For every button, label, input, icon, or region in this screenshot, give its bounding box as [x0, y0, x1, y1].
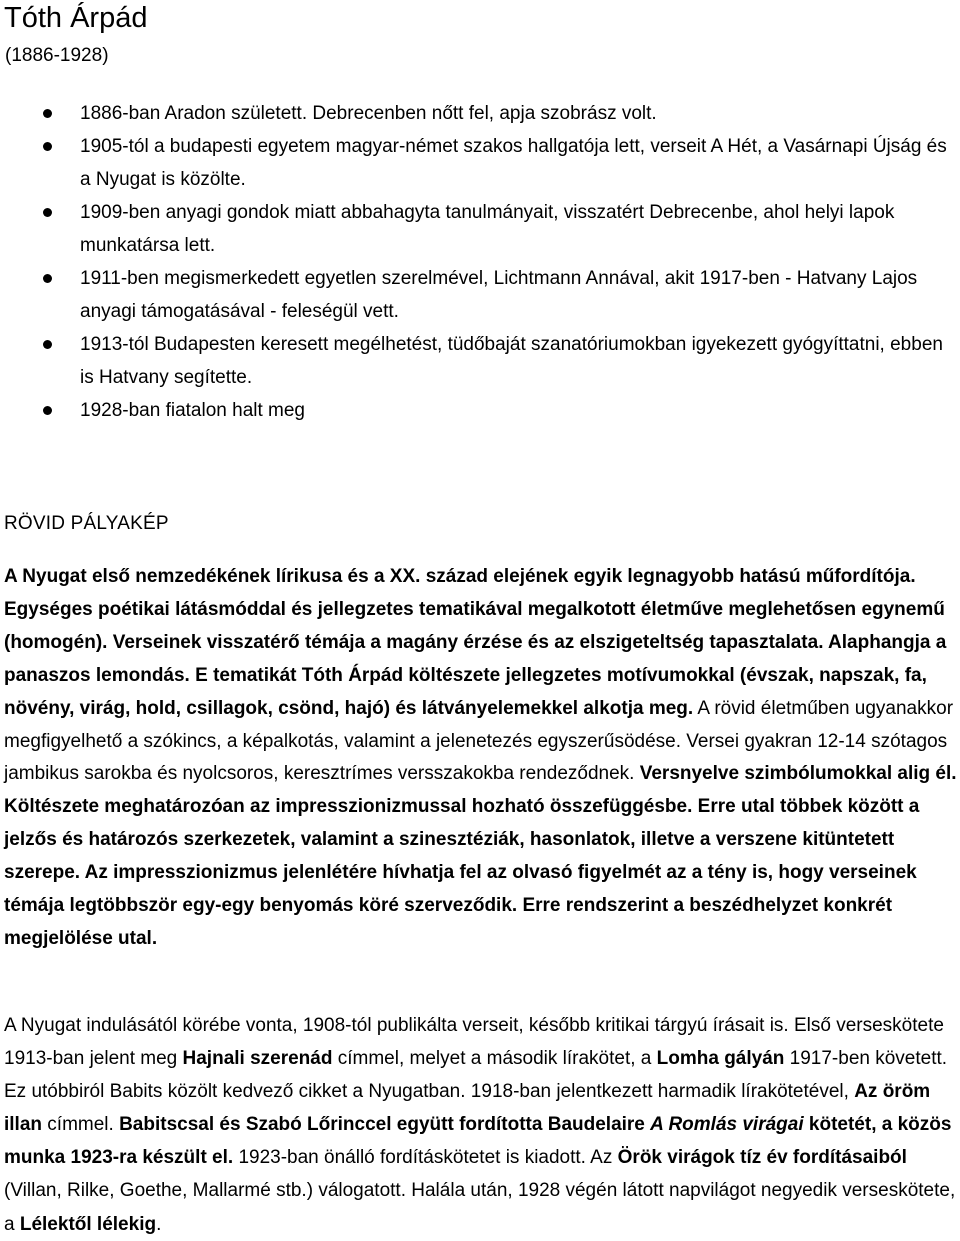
book-title: Lélektől lélekig [19, 1213, 157, 1235]
list-item [0, 262, 950, 328]
book-title: Hajnali szerenád [182, 1048, 333, 1070]
bullet-icon [43, 274, 52, 283]
list-item [0, 196, 950, 262]
paragraph-text: 1917-ben követett. Ez utóbbiról Babits közölt kedvező cikket a Nyugatban. 1918-ban jelentkezett harmadik lírakötetével, [4, 1048, 948, 1103]
bold-text: Babitscsal és Szabó Lőrinccel együtt fordította Baudelaire [119, 1114, 651, 1136]
publications-paragraph [4, 1009, 960, 1241]
biography-list [0, 97, 950, 427]
paragraph-text: A Nyugat indulásától körébe vonta, 1908-tól publikálta verseit, később kritikai tárgyú írásait is. Első verseskötete 1913-ban jelent meg [4, 1015, 944, 1070]
bullet-icon [43, 109, 52, 118]
list-item-text: 1886-ban Aradon született. Debrecenben nőtt fel, apja szobrász volt. [80, 103, 657, 124]
list-item-text: 1905-tól a budapesti egyetem magyar-német szakos hallgatója lett, verseit A Hét, a Vasárnapi Újság és a Nyugat is közölte. [80, 136, 947, 190]
list-item [0, 394, 950, 427]
bullet-icon [43, 208, 52, 217]
list-item [0, 130, 950, 196]
paragraph-text: címmel. [42, 1114, 120, 1136]
bold-text: kötetét, a közös munka 1923-ra készült el. [4, 1114, 952, 1169]
career-summary-paragraph [4, 561, 960, 956]
bullet-icon [43, 406, 52, 415]
book-title: Az öröm illan [4, 1081, 931, 1136]
book-title: Örök virágok tíz év fordításaiból [617, 1147, 907, 1169]
bold-text: A Nyugat első nemzedékének lírikusa és a XX. század elejének egyik legnagyobb hatású műfordítója. Egységes poétikai látásmóddal és jellegzetes tematikával megalkotott életműve meglehetősen egynemű (homogén). Verseinek visszatérő témája a magány érzése és az elszigeteltség tapasztalata. Alaphangja a panaszos lemondás. E tematikát Tóth Árpád költészete jellegzetes motívumokkal (évszak, napszak, fa, növény, virág, hold, csillagok, csönd, hajó) és látványelemekkel alkotja meg. [4, 566, 947, 719]
book-title: Lomha gályán [656, 1048, 785, 1070]
paragraph-text: . [156, 1213, 162, 1235]
paragraph-text: címmel, melyet a második lírakötet, a [332, 1048, 657, 1070]
paragraph-text: (Villan, Rilke, Goethe, Mallarmé stb.) válogatott. Halála után, 1928 végén látott napvilágot negyedik verseskötete, a [4, 1180, 956, 1235]
list-item [0, 328, 950, 394]
paragraph-text: A rövid életműben ugyanakkor megfigyelhető a szókincs, a képalkotás, valamint a jelenetezés egyszerűsödése. Versei gyakran 12-14 szótagos jambikus sarokba és nyolcsoros, keresztrímes versszakokba rendeződnek. [4, 697, 954, 785]
list-item-text: 1911-ben megismerkedett egyetlen szerelmével, Lichtmann Annával, akit 1917-ben - Hatvany Lajos anyagi támogatásával - feleségül vett. [80, 268, 918, 322]
page-title: Tóth Árpád [4, 2, 148, 34]
list-item-text: 1913-tól Budapesten keresett megélhetést, tüdőbaját szanatóriumokban igyekezett gyógyíttatni, ebben is Hatvany segítette. [80, 334, 943, 388]
list-item-text: 1909-ben anyagi gondok miatt abbahagyta tanulmányait, visszatért Debrecenbe, ahol helyi lapok munkatársa lett. [80, 202, 895, 256]
bullet-icon [43, 142, 52, 151]
life-years: (1886-1928) [5, 45, 109, 66]
book-title: A Romlás virágai [650, 1114, 804, 1136]
bullet-icon [43, 340, 52, 349]
bold-text: Versnyelve szimbólumokkal alig él. Költészete meghatározóan az impresszionizmussal hozható összefüggésbe. Erre utal többek között a jelzős és határozós szerkezetek, valamint a szinesztéziák, hasonlatok, illetve a verszene kitüntetett szerepe. Az impresszionizmus jelenlétére hívhatja fel az olvasó figyelmét az a tény is, hogy verseinek témája legtöbbször egy-egy benyomás köré szerveződik. Erre rendszerint a beszédhelyzet konkrét megjelölése utal. [4, 763, 957, 949]
list-item-text: 1928-ban fiatalon halt meg [80, 400, 305, 421]
paragraph-text: 1923-ban önálló fordításkötetet is kiadott. Az [233, 1147, 618, 1169]
section-heading: RÖVID PÁLYAKÉP [4, 513, 169, 534]
list-item [0, 97, 950, 130]
